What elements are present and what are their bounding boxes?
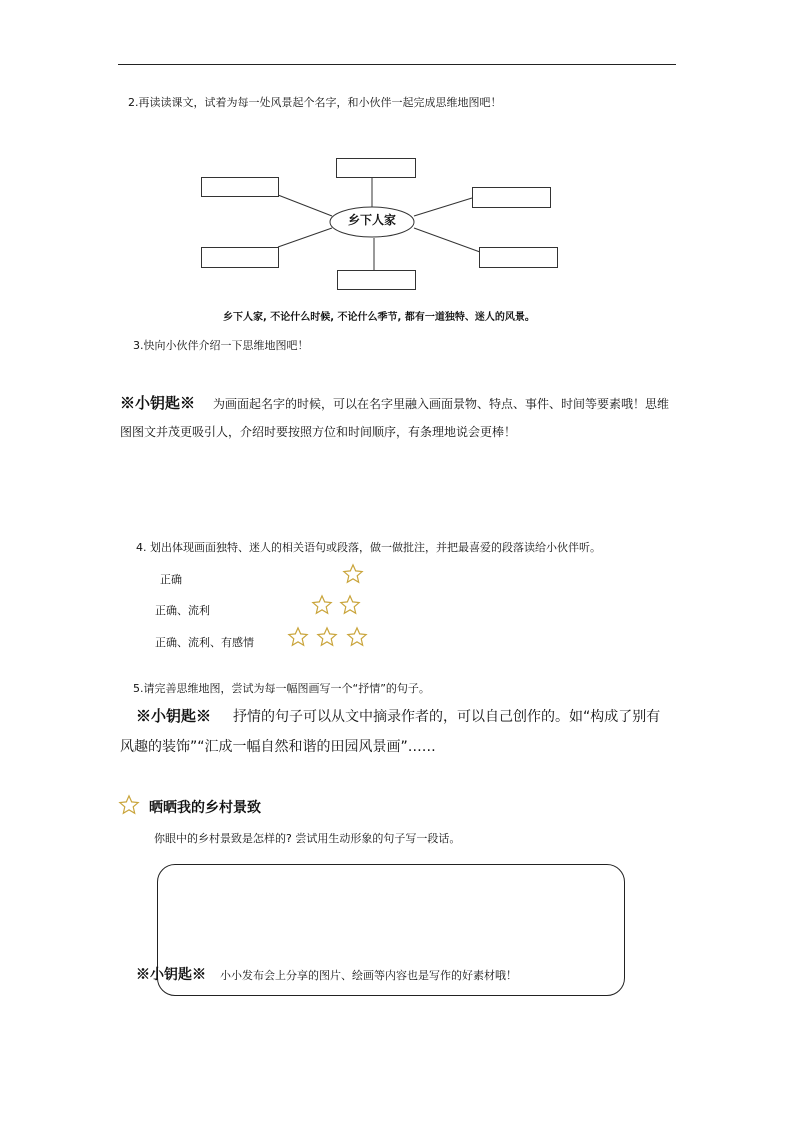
tip-2-line-2: 风趣的装饰”“汇成一幅自然和谐的田园风景画”……: [120, 739, 436, 755]
question-3: 3.快向小伙伴介绍一下思维地图吧！: [133, 339, 309, 352]
tip-3: [136, 964, 517, 984]
mind-map-box-bottom[interactable]: [337, 270, 416, 290]
section-prompt: 你眼中的乡村景致是怎样的? 尝试用生动形象的句子写一段话。: [154, 832, 461, 845]
mind-map-box-upper-left[interactable]: [201, 177, 279, 197]
question-2: 2.再读读课文，试着为每一处风景起个名字，和小伙伴一起完成思维地图吧！: [128, 96, 502, 109]
star-icon: [346, 626, 368, 648]
mind-map-box-lower-left[interactable]: [201, 247, 279, 268]
tip-1-line-1: 为画面起名字的时候，可以在名字里融入画面景物、特点、事件、时间等要素哦！思维: [213, 397, 670, 411]
tip-1-line-2: 图图文并茂更吸引人，介绍时要按照方位和时间顺序，有条理地说会更棒！: [120, 425, 517, 439]
mind-map-box-lower-right[interactable]: [479, 247, 558, 268]
mind-map-box-upper-right[interactable]: [472, 187, 551, 208]
tip-1: [120, 390, 680, 445]
section-title: 晒晒我的乡村景致: [149, 800, 261, 816]
star-icon: [339, 594, 361, 616]
question-4: 4. 划出体现画面独特、迷人的相关语句或段落，做一做批注，并把最喜爱的段落读给小伙伴听。: [136, 541, 601, 554]
star-icon: [287, 626, 309, 648]
tip-2: [120, 703, 690, 760]
criteria-1-label: 正确: [160, 573, 182, 586]
star-icon: [311, 594, 333, 616]
mind-map-center-label: 乡下人家: [347, 213, 396, 227]
mind-map-summary: 乡下人家, 不论什么时候, 不论什么季节, 都有一道独特、迷人的风景。: [223, 312, 535, 323]
tip-1-label: ※小钥匙※: [120, 394, 196, 412]
star-icon: [342, 563, 364, 585]
criteria-2-label: 正确、流利: [155, 604, 210, 617]
tip-3-label: ※小钥匙※: [136, 967, 206, 983]
tip-2-label: ※小钥匙※: [136, 707, 212, 725]
mind-map-box-top[interactable]: [336, 158, 416, 178]
header-rule: [118, 64, 676, 65]
tip-2-line-1: 抒情的句子可以从文中摘录作者的，可以自己创作的。如“构成了别有: [233, 709, 661, 725]
question-5: 5.请完善思维地图，尝试为每一幅图画写一个“抒情”的句子。: [133, 682, 430, 695]
tip-3-text: 小小发布会上分享的图片、绘画等内容也是写作的好素材哦！: [220, 969, 517, 982]
criteria-3-label: 正确、流利、有感情: [155, 636, 254, 649]
star-icon: [316, 626, 338, 648]
star-icon: [118, 794, 140, 816]
